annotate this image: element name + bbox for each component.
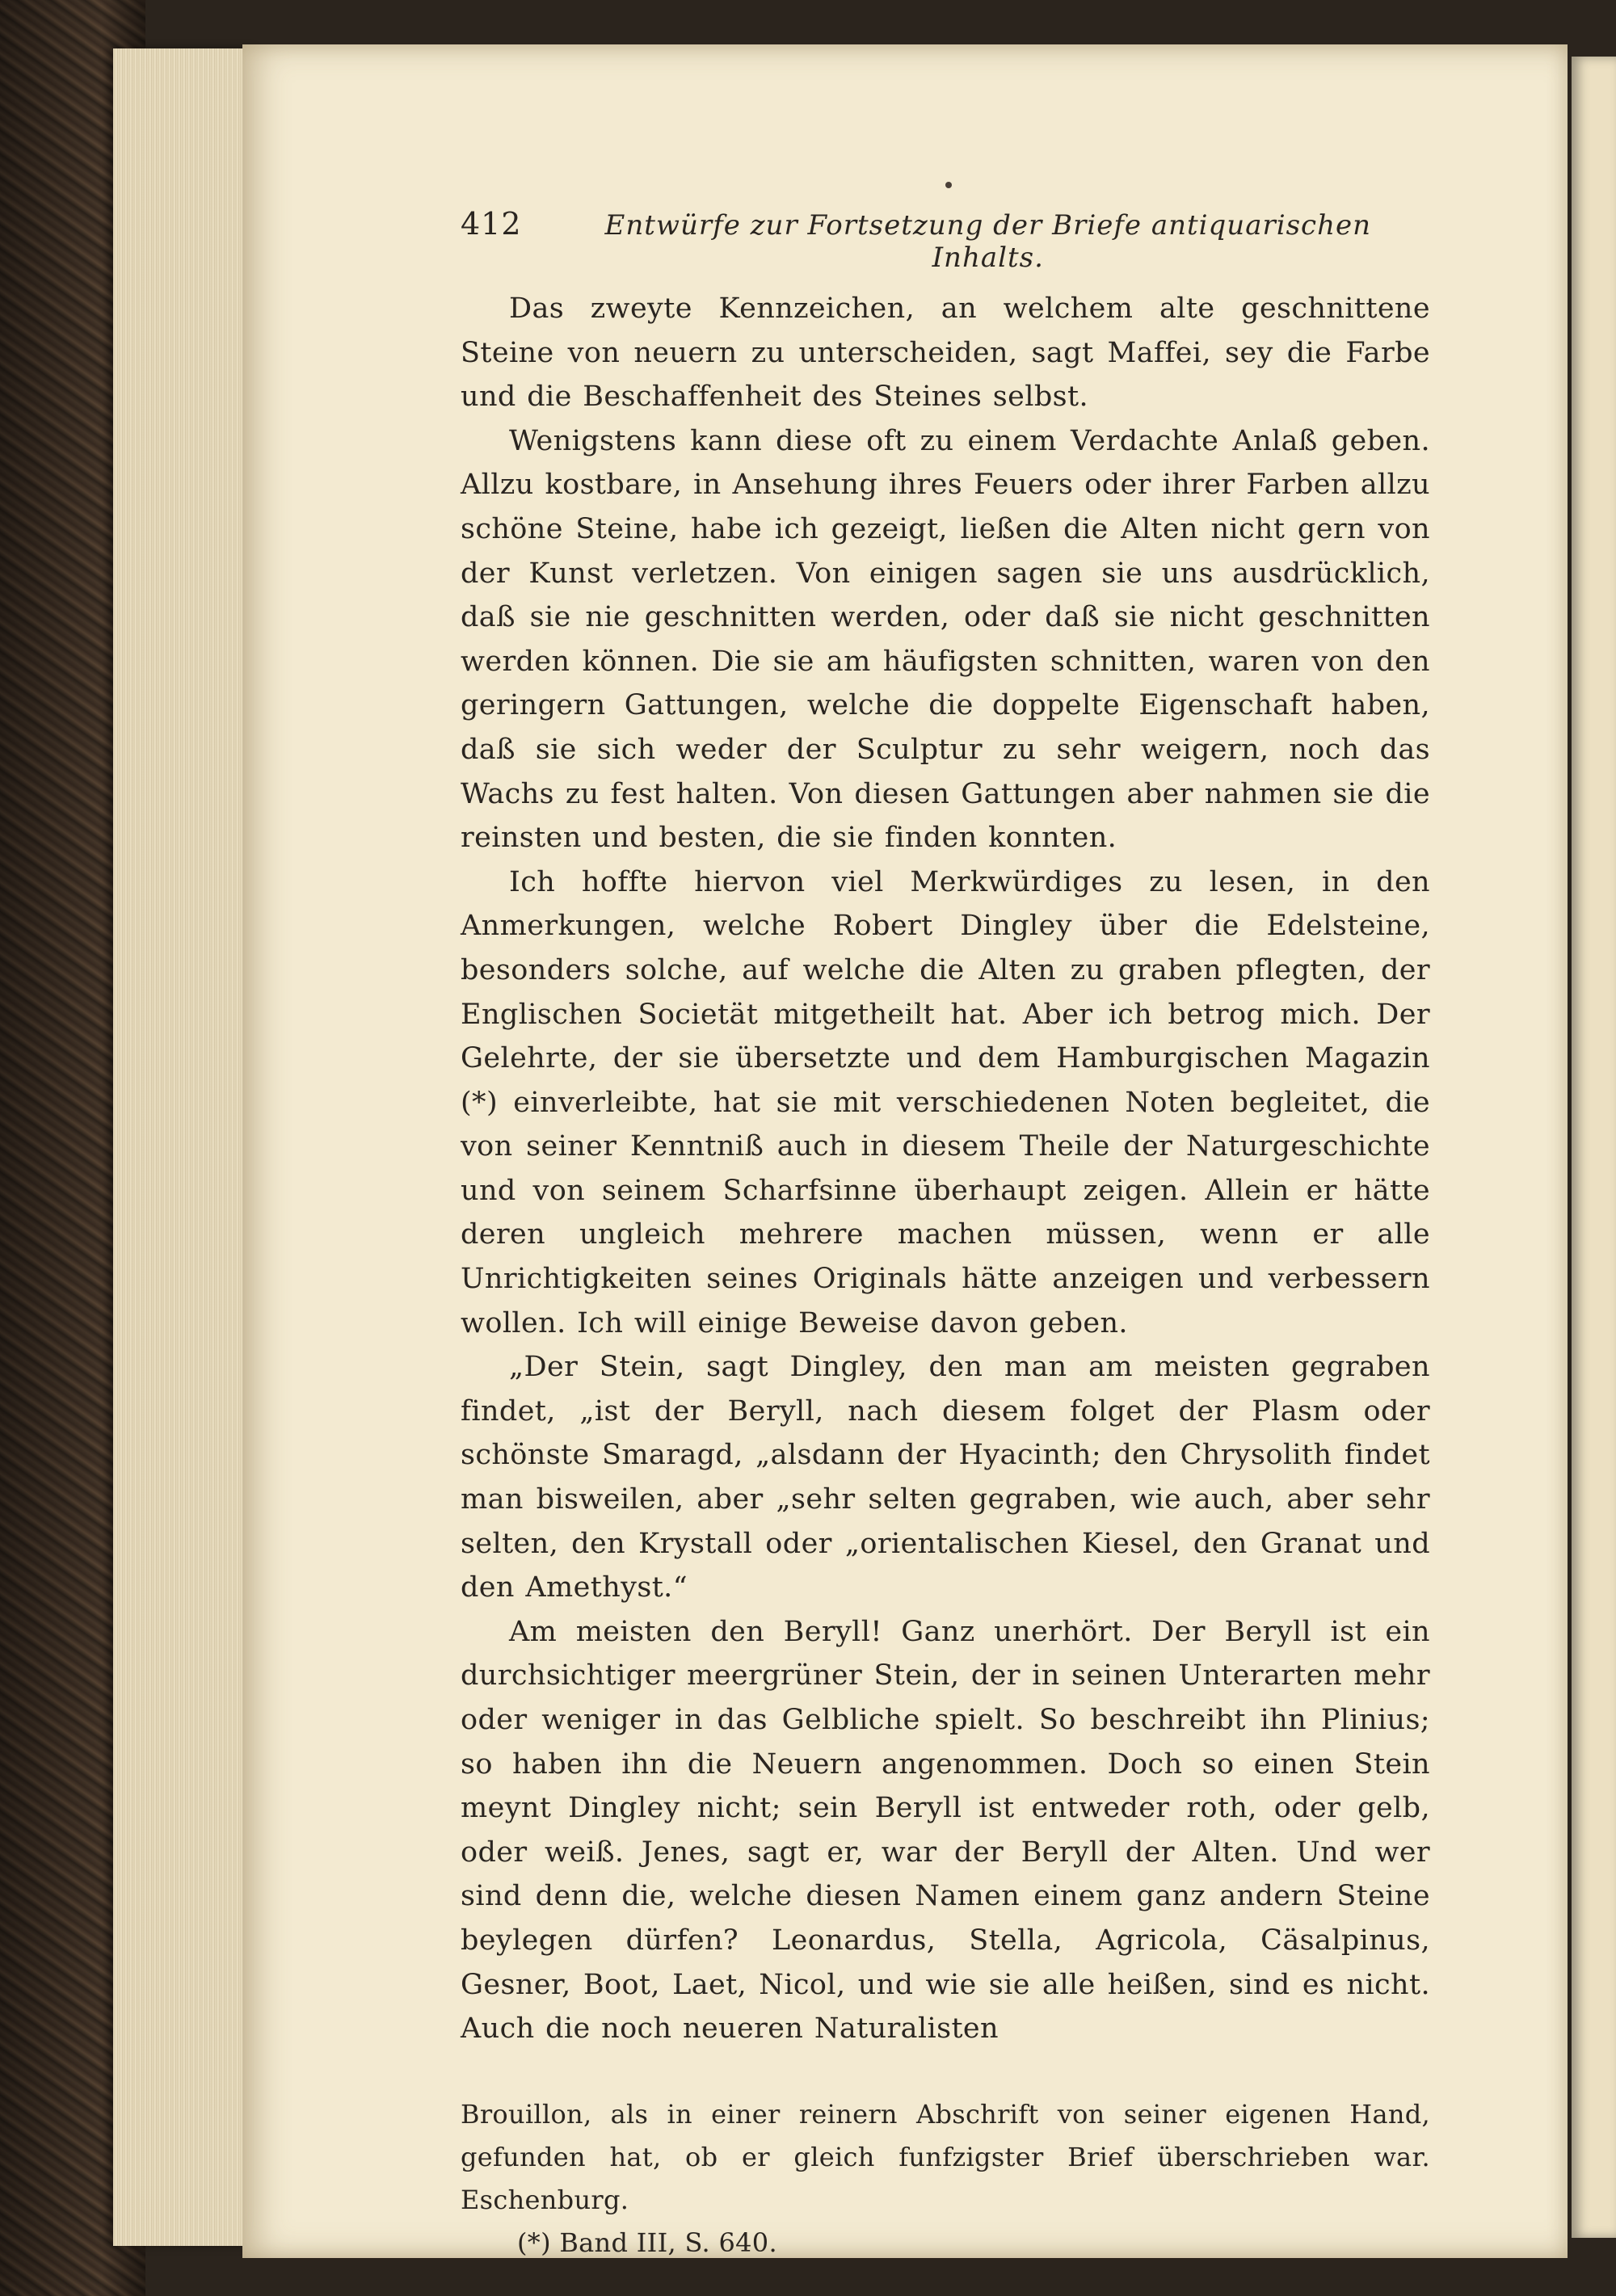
page-number: 412 bbox=[461, 206, 522, 242]
ink-speck bbox=[945, 182, 952, 188]
footnote: (*) Band III, S. 640. bbox=[517, 2227, 777, 2258]
running-head-title: Entwürfe zur Fortsetzung der Briefe antiquarischen Inhalts. bbox=[604, 209, 1372, 274]
adjacent-page-edge bbox=[1572, 57, 1616, 2238]
quotation-paragraph: „Der Stein, sagt Dingley, den man am meisten gegraben findet, „ist der Beryll, nach diesem folget der Plasm oder schönste Smaragd, „alsdann der Hyacinth; den Chrysolith findet man bisweilen, aber „sehr selten gegraben, wie auch, aber sehr selten, den Krystall oder „orientalischen Kiesel, den Granat und den Amethyst.“ bbox=[461, 1351, 1430, 1604]
footnote-separator bbox=[461, 2051, 1430, 2093]
paragraph-1: Das zweyte Kennzeichen, an welchem alte geschnittene Steine von neuern zu unterscheiden, sagt Maffei, sey die Farbe und die Beschaffenheit des Steines selbst. bbox=[461, 292, 1430, 414]
paragraph-3: Ich hoffte hiervon viel Merkwürdiges zu lesen, in den Anmerkungen, welche Robert Dingley über die Edelsteine, besonders solche, auf welche die Alten zu graben pflegten, der Englischen Societät mitgetheilt hat. Aber ich betrog mich. Der Gelehrte, der sie übersetzte und dem Hamburgischen Magazin (*) einverleibte, hat sie mit verschiedenen Noten begleitet, die von seiner Kenntniß auch in diesem Theile der Naturgeschichte und von seinem Scharfsinne überhaupt zeigen. Allein er hätte deren ungleich mehrere machen müssen, wenn er alle Unrichtigkeiten seines Originals hätte anzeigen und verbessern wollen. Ich will einige Beweise davon geben. bbox=[461, 865, 1430, 1339]
page-content bbox=[461, 206, 1430, 2264]
paragraph-5: Am meisten den Beryll! Ganz unerhört. Der Beryll ist ein durchsichtiger meergrüner Stein, der in seinen Unterarten mehr oder weniger in das Gelbliche spielt. So beschreibt ihn Plinius; so haben ihn die Neuern angenommen. Doch so einen Stein meynt Dingley nicht; sein Beryll ist entweder roth, oder gelb, oder weiß. Jenes, sagt er, war der Beryll der Alten. Und wer sind denn die, welche diesen Namen einem ganz andern Steine beylegen dürfen? Leonardus, Stella, Agricola, Cäsalpinus, Gesner, Boot, Laet, Nicol, und wie sie alle heißen, sind es nicht. Auch die noch neueren Naturalisten bbox=[461, 1615, 1430, 2046]
page-edges bbox=[113, 48, 259, 2246]
running-head bbox=[461, 206, 1430, 274]
editor-note: Brouillon, als in einer reinern Abschrift von seiner eigenen Hand, gefunden hat, ob er gleich funfzigster Brief überschrieben war. Eschenburg. bbox=[461, 2098, 1430, 2215]
paragraph-2: Wenigstens kann diese oft zu einem Verdachte Anlaß geben. Allzu kostbare, in Ansehung ihres Feuers oder ihrer Farben allzu schöne Steine, habe ich gezeigt, ließen die Alten nicht gern von der Kunst verletzen. Von einigen sagen sie uns ausdrücklich, daß sie nie geschnitten werden, oder daß sie nicht geschnitten werden können. Die sie am häufigsten schnitten, waren von den geringern Gattungen, welche die doppelte Eigenschaft haben, daß sie sich weder der Sculptur zu sehr weigern, noch das Wachs zu fest halten. Von diesen Gattungen aber nahmen sie die reinsten und besten, die sie finden konnten. bbox=[461, 424, 1430, 855]
